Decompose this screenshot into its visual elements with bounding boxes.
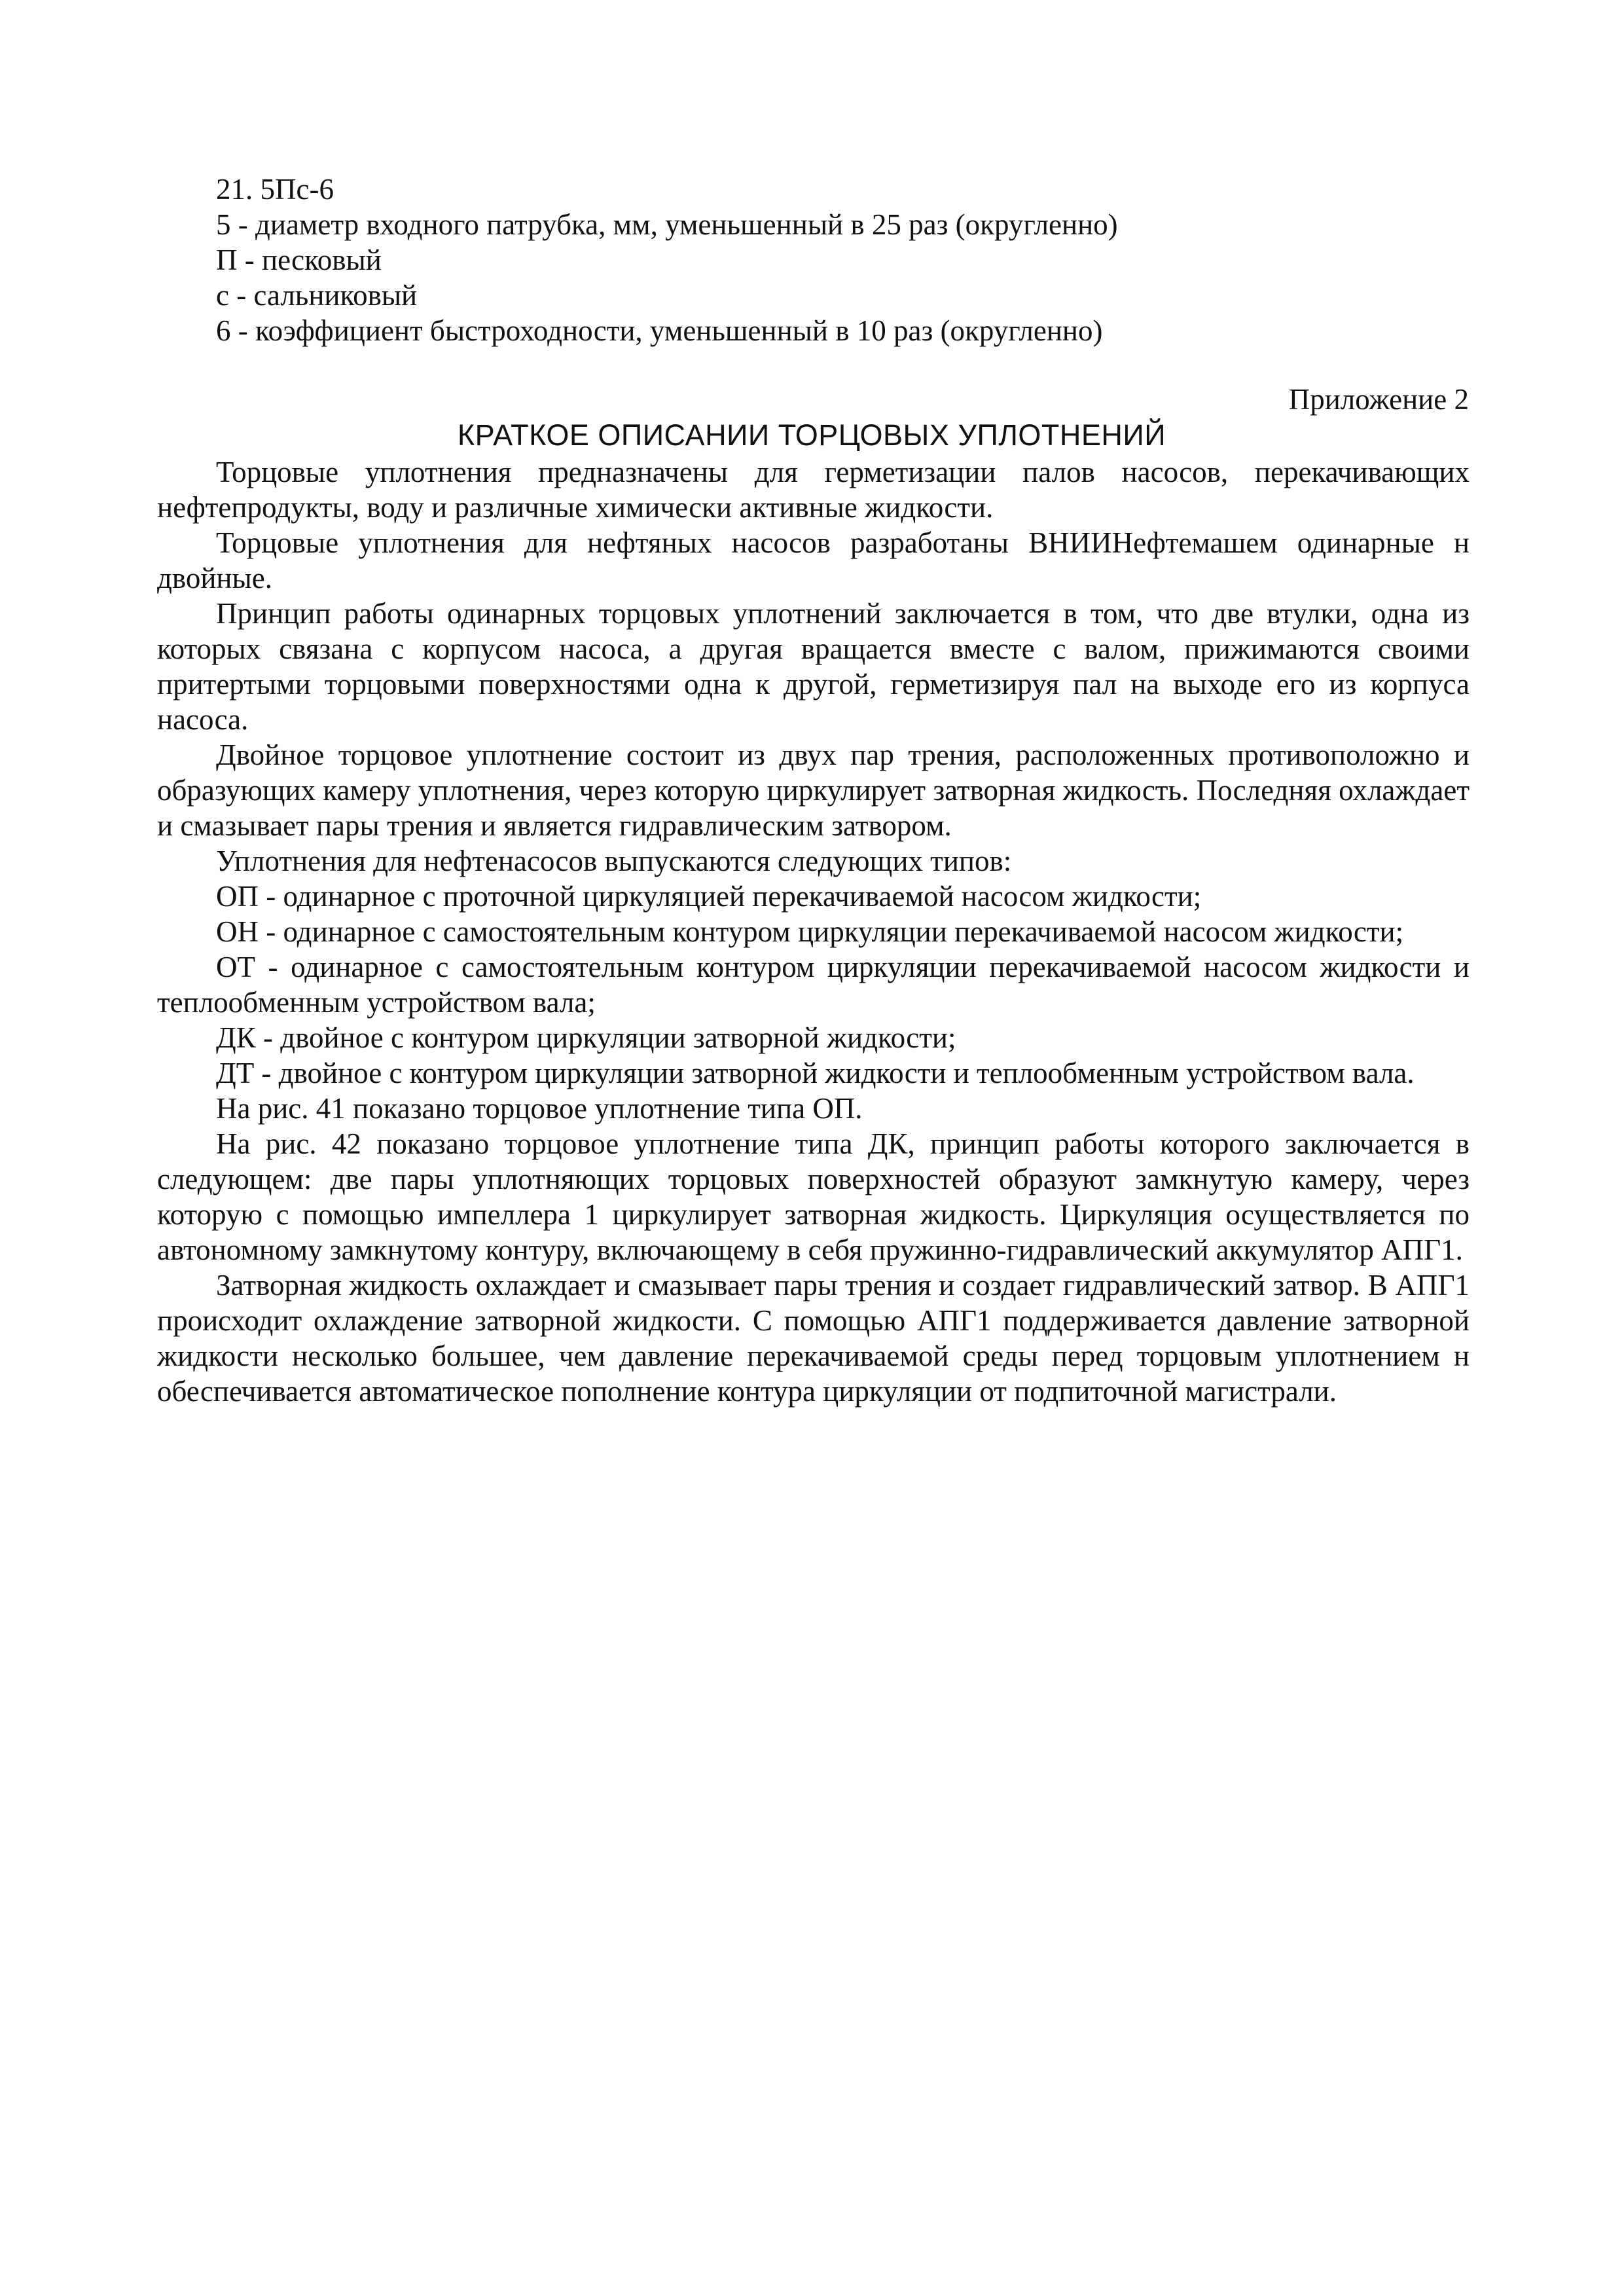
paragraph: Затворная жидкость охлаждает и смазывает пары трения и создает гидравлический затвор. В АПГ1 происходит охлаждение затворной жидкости. С помощью АПГ1 поддерживается давление затворной жидкости несколько большее, чем давление перекачиваемой среды перед торцовым уплотнением н обеспечивается автоматическое пополнение контура циркуляции от подпиточной магистрали. bbox=[157, 1269, 1470, 1408]
designation-line: с - сальниковый bbox=[216, 279, 418, 312]
paragraph: Уплотнения для нефтенасосов выпускаются следующих типов: bbox=[216, 845, 1012, 877]
body-text bbox=[157, 454, 1470, 1409]
paragraph: Торцовые уплотнения для нефтяных насосов разработаны ВНИИНефтемашем одинарные н двойные. bbox=[157, 526, 1470, 594]
designation-line: 5 - диаметр входного патрубка, мм, уменьшенный в 25 раз (округленно) bbox=[216, 208, 1118, 241]
designation-line: П - песковый bbox=[216, 244, 382, 276]
paragraph: ОН - одинарное с самостоятельным контуром циркуляции перекачиваемой насосом жидкости; bbox=[216, 915, 1404, 948]
paragraph: ДТ - двойное с контуром циркуляции затворной жидкости и теплообменным устройством вала. bbox=[216, 1057, 1415, 1089]
pump-designation-block bbox=[216, 172, 1460, 348]
section-heading: КРАТКОЕ ОПИСАНИИ ТОРЦОВЫХ УПЛОТНЕНИЙ bbox=[457, 418, 1166, 452]
paragraph: На рис. 41 показано торцовое уплотнение типа ОП. bbox=[216, 1092, 863, 1125]
paragraph: На рис. 42 показано торцовое уплотнение типа ДК, принцип работы которого заключается в следующем: две пары уплотняющих торцовых поверхностей образуют замкнутую камеру, через которую с помощью импеллера 1 циркулирует затворная жидкость. Циркуляция осуществляется по автономному замкнутому контуру, включающему в себя пружинно-гидравлический аккумулятор АПГ1. bbox=[157, 1127, 1470, 1266]
paragraph: ОТ - одинарное с самостоятельным контуром циркуляции перекачиваемой насосом жидкости и теплообменным устройством вала; bbox=[157, 951, 1470, 1019]
paragraph: Двойное торцовое уплотнение состоит из двух пар трения, расположенных противоположно и образующих камеру уплотнения, через которую циркулирует затворная жидкость. Последняя охлаждает и смазывает пары трения и является гидравлическим затвором. bbox=[157, 738, 1470, 842]
paragraph: ОП - одинарное с проточной циркуляцией перекачиваемой насосом жидкости; bbox=[216, 880, 1202, 913]
designation-line: 6 - коэффициент быстроходности, уменьшенный в 10 раз (округленно) bbox=[216, 314, 1103, 347]
designation-line: 21. 5Пс-6 bbox=[216, 173, 334, 206]
paragraph: ДК - двойное с контуром циркуляции затворной жидкости; bbox=[216, 1021, 956, 1054]
appendix-label: Приложение 2 bbox=[1288, 383, 1469, 416]
paragraph: Принцип работы одинарных торцовых уплотнений заключается в том, что две втулки, одна из которых связана с корпусом насоса, а другая вращается вместе с валом, прижимаются своими притертыми торцовыми поверхностями одна к другой, герметизируя пал на выходе его из корпуса насоса. bbox=[157, 597, 1470, 736]
paragraph: Торцовые уплотнения предназначены для герметизации палов насосов, перекачивающих нефтепродукты, воду и различные химически активные жидкости. bbox=[157, 456, 1470, 524]
